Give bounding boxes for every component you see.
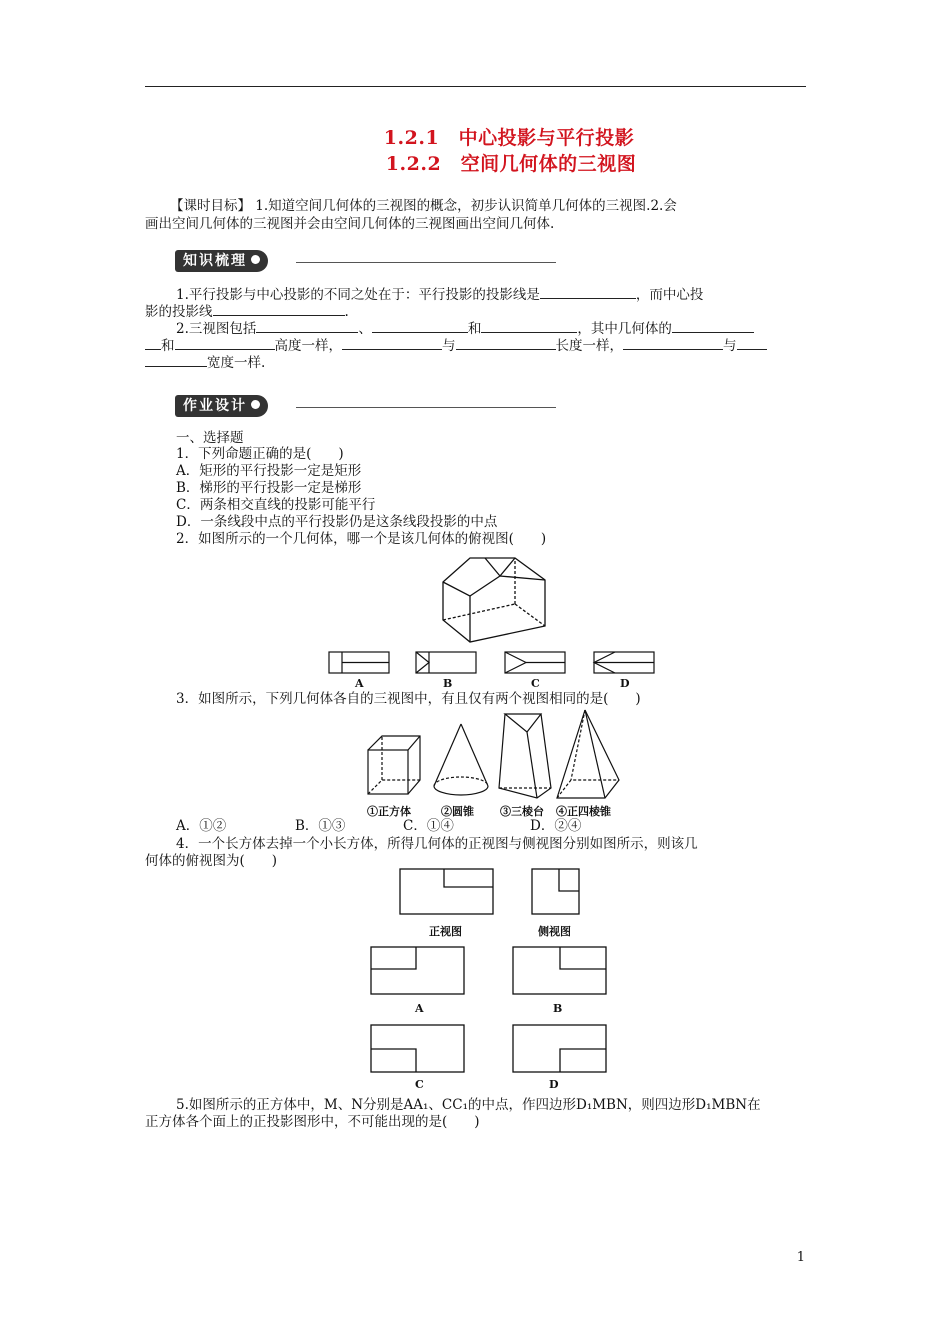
q2-view-d[interactable] (593, 651, 655, 675)
q4-label-b: B (553, 1002, 563, 1015)
fill-blank[interactable] (213, 302, 345, 316)
q4-front-view (399, 868, 495, 916)
q4-side-view (531, 868, 581, 916)
text-segment: 和 (161, 338, 175, 354)
question-4-line-2: 何体的俯视图为( ) (145, 853, 278, 869)
q4-label-side: 侧视图 (538, 925, 571, 938)
text-segment: 1.平行投影与中心投影的不同之处在于：平行投影的投影线是 (176, 287, 540, 303)
text-segment: 与 (442, 338, 456, 354)
fill-blank[interactable] (737, 336, 767, 350)
top-rule (145, 86, 806, 87)
fill-blank[interactable] (256, 319, 358, 333)
section-heading-homework (175, 395, 268, 417)
bullet-dot-icon (251, 255, 260, 264)
question-2: 2．如图所示的一个几何体，哪一个是该几何体的俯视图( ) (176, 531, 547, 547)
q2-view-b[interactable] (415, 651, 477, 675)
q2-label-b: B (443, 677, 453, 690)
q1-option-c[interactable]: C．两条相交直线的投影可能平行 (176, 497, 376, 513)
q4-view-c[interactable] (370, 1024, 466, 1074)
text-segment: 高度一样， (274, 338, 342, 354)
question-5-line-1: 5.如图所示的正方体中，M、N分别是AA₁、CC₁的中点，作四边形D₁MBN，则四边形D₁MBN在 (176, 1097, 761, 1113)
q3-option-d[interactable]: D．②④ (530, 818, 582, 834)
question-4-line-1: 4．一个长方体去掉一个小长方体，所得几何体的正视图与侧视图分别如图所示，则该几 (176, 836, 698, 852)
q3-option-b[interactable]: B．①③ (295, 818, 346, 834)
knowledge-p4 (145, 353, 265, 372)
text-segment: 宽度一样. (207, 355, 266, 371)
section-heading-line (296, 262, 556, 263)
ridge-edge (500, 558, 515, 576)
q4-view-d[interactable] (512, 1024, 608, 1074)
q3-triangular-frustum-figure (497, 712, 553, 802)
q3-option-a[interactable]: A．①② (176, 818, 227, 834)
bullet-dot-icon (251, 400, 260, 409)
q3-pyramid-figure (555, 708, 621, 802)
q2-view-c[interactable] (504, 651, 566, 675)
q3-option-c[interactable]: C．①④ (403, 818, 454, 834)
hidden-edge (443, 604, 515, 620)
page-number: 1 (796, 1250, 805, 1265)
q2-label-d: D (620, 677, 630, 690)
title-line-1: 1.2.1 中心投影与平行投影 (383, 127, 635, 149)
q4-label-a: A (415, 1002, 424, 1015)
text-segment: 和 (467, 321, 482, 337)
fill-blank[interactable] (540, 285, 636, 299)
text-segment: 长度一样， (555, 338, 623, 354)
ridge-edge (485, 558, 500, 576)
section-heading-text: 作业设计 (183, 398, 247, 414)
q3-label-cube: ①正方体 (367, 805, 411, 818)
q3-label-cone: ②圆锥 (441, 805, 474, 818)
q4-view-b[interactable] (512, 946, 608, 996)
q4-label-front: 正视图 (429, 925, 462, 938)
question-5-line-2: 正方体各个面上的正投影图形中，不可能出现的是( ) (145, 1114, 480, 1130)
q3-cone-figure (432, 722, 490, 798)
goals-line-1: 【课时目标】 1.知道空间几何体的三视图的概念，初步认识简单几何体的三视图.2.会 (170, 198, 677, 214)
q1-option-d[interactable]: D．一条线段中点的平行投影仍是这条线段投影的中点 (176, 514, 498, 530)
q4-view-a[interactable] (370, 946, 466, 996)
q2-label-c: C (531, 677, 540, 690)
question-1: 1．下列命题正确的是( ) (176, 446, 344, 462)
text-segment: ，而中心投 (635, 287, 704, 303)
q4-label-d: D (549, 1078, 559, 1091)
text-segment: ，其中几何体的 (577, 321, 672, 337)
fill-blank[interactable] (372, 319, 468, 333)
roof-edge (470, 576, 545, 596)
fill-blank[interactable] (672, 319, 754, 333)
q1-option-a[interactable]: A．矩形的平行投影一定是矩形 (176, 463, 362, 479)
fill-blank[interactable] (175, 336, 275, 350)
fill-blank[interactable] (145, 353, 207, 367)
q3-label-pyramid: ④正四棱锥 (556, 805, 611, 818)
fill-blank[interactable] (456, 336, 556, 350)
fill-blank[interactable] (342, 336, 442, 350)
question-3: 3．如图所示，下列几何体各自的三视图中，有且仅有两个视图相同的是( ) (176, 691, 641, 707)
q1-option-b[interactable]: B．梯形的平行投影一定是梯形 (176, 480, 362, 496)
q2-label-a: A (355, 677, 364, 690)
text-segment: 、 (358, 321, 372, 337)
fill-blank[interactable] (623, 336, 723, 350)
section-heading-line (296, 407, 556, 408)
fill-blank[interactable] (145, 336, 161, 350)
hidden-edge (515, 604, 545, 626)
front-edge (443, 582, 470, 642)
section-heading-knowledge (175, 250, 268, 272)
part-heading: 一、选择题 (176, 430, 244, 446)
section-heading-text: 知识梳理 (183, 253, 247, 269)
q3-label-frustum: ③三棱台 (500, 805, 544, 818)
text-segment: 与 (723, 338, 737, 354)
title-line-2: 1.2.2 空间几何体的三视图 (385, 153, 637, 175)
q3-cube-figure (366, 734, 422, 798)
text-segment: 影的投影线 (145, 304, 213, 320)
goals-line-2: 画出空间几何体的三视图并会由空间几何体的三视图画出空间几何体. (145, 216, 555, 232)
text-segment: . (344, 304, 349, 320)
q2-solid-figure (440, 552, 550, 646)
q4-label-c: C (415, 1078, 424, 1091)
q2-view-a[interactable] (328, 651, 390, 675)
fill-blank[interactable] (481, 319, 577, 333)
text-segment: 2.三视图包括 (176, 321, 257, 337)
outline (443, 558, 545, 642)
